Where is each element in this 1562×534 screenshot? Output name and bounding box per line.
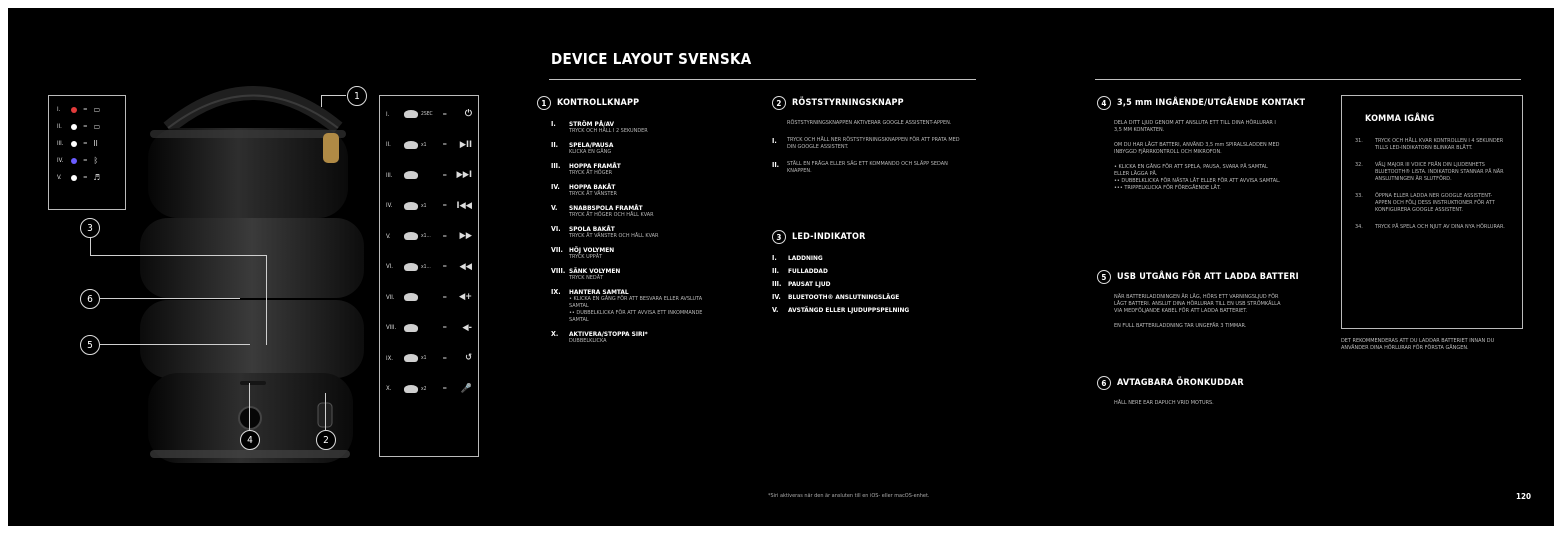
- control-row: [380, 221, 478, 252]
- voice-button-section: [772, 96, 972, 185]
- legend-symbol-icon: ▭: [93, 105, 101, 114]
- section-number: 1: [537, 96, 551, 110]
- step-number: 34.: [1355, 224, 1363, 230]
- section-paragraph: NÄR BATTERILADDNINGEN ÄR LÅG, HÖRS ETT VARNINGSLJUD FÖR LÅGT BATTERI. ANSLUT DINA HÖRLURAR TILL EN USB STRÖMKÄLLA VIA MEDFÖLJANDE KABEL FÖR ATT LADDA BATTERIET.: [1114, 294, 1281, 314]
- item-body: [569, 225, 717, 240]
- callout-line-3v: [266, 255, 267, 345]
- item-number: VI.: [551, 225, 561, 233]
- item-number: IV.: [772, 293, 781, 301]
- control-row: [380, 343, 478, 374]
- control-action: x1: [421, 141, 427, 148]
- knob-glyph-icon: [404, 232, 418, 240]
- control-result-icon: ↺: [465, 353, 472, 364]
- knob-icon: [404, 324, 442, 332]
- title-rule: [549, 79, 976, 80]
- control-number: X.: [386, 385, 392, 393]
- control-result-icon: ▶II: [459, 139, 472, 150]
- item-body: [569, 246, 717, 261]
- section-heading: RÖSTSTYRNINGSKNAPP: [792, 98, 904, 108]
- led-item: [772, 267, 972, 275]
- section-paragraph: DELA DITT LJUD GENOM ATT ANSLUTA ETT TILL DINA HÖRLURAR I 3,5 MM KONTAKTEN.: [1114, 120, 1276, 133]
- legend-row: [57, 169, 121, 186]
- item-description: KLICKA EN GÅNG: [569, 149, 612, 155]
- legend-equals: =: [83, 140, 88, 147]
- knob-icon: [404, 202, 442, 210]
- section-heading: AVTAGBARA ÖRONKUDDAR: [1117, 378, 1244, 388]
- callout-line-3h: [90, 255, 266, 256]
- item-number: III.: [772, 280, 782, 288]
- item-number: IX.: [551, 288, 561, 296]
- legend-number: V.: [57, 174, 62, 181]
- led-item: [772, 254, 972, 262]
- led-dot: [71, 175, 77, 181]
- item-number: I.: [551, 120, 556, 128]
- control-row: [380, 374, 478, 405]
- knob-glyph-icon: [404, 324, 418, 332]
- item-description: TRYCK ÅT HÖGER: [569, 170, 613, 176]
- section-heading: 3,5 mm INGÅENDE/UTGÅENDE KONTAKT: [1117, 98, 1306, 108]
- led-dot: [71, 124, 77, 130]
- step-item: [1355, 138, 1513, 152]
- device-diagram: [8, 8, 528, 526]
- item-description: STÄLL EN FRÅGA ELLER SÄG ETT KOMMANDO OCH SLÄPP SEDAN KNAPPEN.: [787, 161, 948, 174]
- control-item: [551, 204, 717, 219]
- section-heading: LED-INDIKATOR: [792, 232, 866, 242]
- callout-line-6: [100, 298, 240, 299]
- step-item: [1355, 224, 1513, 231]
- control-number: I.: [386, 110, 390, 118]
- item-body: [569, 204, 717, 219]
- getting-started-heading: KOMMA IGÅNG: [1365, 114, 1435, 124]
- legend-symbol-icon: ᛒ: [93, 156, 99, 165]
- legend-equals: =: [83, 174, 88, 181]
- section-number: 4: [1097, 96, 1111, 110]
- callout-4: 4: [240, 430, 260, 450]
- item-body: [569, 120, 717, 135]
- control-item: [551, 183, 717, 198]
- item-number: X.: [551, 330, 559, 338]
- knob-glyph-icon: [404, 354, 418, 362]
- control-equals: =: [442, 141, 447, 149]
- knob-icon: [404, 293, 442, 301]
- control-row: [380, 191, 478, 222]
- control-row: [380, 313, 478, 344]
- callout-1: 1: [347, 86, 367, 106]
- control-equals: =: [442, 202, 447, 210]
- knob-icon: [404, 385, 442, 393]
- control-action: x1: [421, 355, 427, 362]
- section-heading: USB UTGÅNG FÖR ATT LADDA BATTERI: [1117, 272, 1299, 282]
- item-title: SPELA/PAUSA: [569, 141, 614, 149]
- control-equals: =: [442, 385, 447, 393]
- legend-symbol-icon: II: [93, 139, 98, 148]
- section-number: 6: [1097, 376, 1111, 390]
- control-row: [380, 99, 478, 130]
- item-title: LADDNING: [788, 254, 823, 262]
- step-item: [1355, 162, 1513, 183]
- item-body: [569, 141, 717, 156]
- knob-icon: [404, 232, 442, 240]
- callout-line-1: [321, 95, 322, 107]
- knob-glyph-icon: [404, 293, 418, 301]
- callout-line-1h: [321, 95, 346, 96]
- item-number: V.: [551, 204, 558, 212]
- section-heading: KONTROLLKNAPP: [557, 98, 640, 108]
- item-title: AKTIVERA/STOPPA SIRI*: [569, 330, 648, 338]
- legend-row: [57, 118, 121, 135]
- voice-item: [772, 137, 972, 151]
- item-title: HÖJ VOLYMEN: [569, 246, 615, 254]
- item-title: FULLADDAD: [788, 267, 828, 275]
- item-title: SÄNK VOLYMEN: [569, 267, 621, 275]
- control-number: VIII.: [386, 324, 397, 332]
- voice-intro: RÖSTSTYRNINGSKNAPPEN AKTIVERAR GOOGLE ASSISTENT-APPEN.: [787, 120, 952, 126]
- item-number: III.: [551, 162, 561, 170]
- control-row: [380, 130, 478, 161]
- step-description: TRYCK PÅ SPELA OCH NJUT AV DINA NYA HÖRLURAR.: [1375, 224, 1505, 230]
- legend-row: [57, 152, 121, 169]
- section-paragraph: EN FULL BATTERILADDNING TAR UNGEFÄR 3 TIMMAR.: [1114, 323, 1247, 329]
- item-title: SNABBSPOLA FRAMÅT: [569, 204, 643, 212]
- control-equals: =: [442, 293, 447, 301]
- step-number: 31.: [1355, 138, 1363, 144]
- item-description: TRYCK ÅT VÄNSTER: [569, 191, 617, 197]
- item-description: TRYCK OCH HÅLL I 2 SEKUNDER: [569, 128, 648, 134]
- page-number: 120: [1516, 492, 1532, 501]
- headphone-illustration: [128, 68, 378, 488]
- charge-note: DET REKOMMENDERAS ATT DU LADDAR BATTERIET INNAN DU ANVÄNDER DINA HÖRLURAR FÖR FÖRSTA GÅNGEN.: [1341, 338, 1495, 351]
- item-description: TRYCK OCH HÅLL NER RÖSTSTYRNINGSKNAPPEN FÖR ATT PRATA MED DIN GOOGLE ASSISTENT.: [787, 137, 960, 150]
- item-number: II.: [772, 267, 780, 275]
- item-title: BLUETOOTH® ANSLUTNINGSLÄGE: [788, 293, 900, 301]
- item-number: V.: [772, 306, 779, 314]
- led-legend: [48, 95, 126, 210]
- knob-glyph-icon: [404, 385, 418, 393]
- control-result-icon: ▶▶: [459, 231, 472, 242]
- item-description: TRYCK ÅT VÄNSTER OCH HÅLL KVAR: [569, 233, 659, 239]
- control-number: IX.: [386, 354, 394, 362]
- page-title: DEVICE LAYOUT SVENSKA: [551, 50, 752, 68]
- title-rule-right: [1095, 79, 1521, 80]
- item-description: TRYCK UPPÅT: [569, 254, 603, 260]
- control-item: [551, 330, 717, 345]
- led-indicator-section: [772, 230, 972, 319]
- led-dot: [71, 107, 77, 113]
- item-title: STRÖM PÅ/AV: [569, 120, 615, 128]
- section-paragraph: HÅLL NERE EAR DAPUCH VRID MOTURS.: [1114, 400, 1214, 406]
- control-button-section: [537, 96, 717, 351]
- control-row: [380, 160, 478, 191]
- control-action: x1: [421, 202, 427, 209]
- led-item: [772, 293, 972, 301]
- item-body: [569, 330, 717, 345]
- voice-item: [772, 161, 972, 175]
- led-item: [772, 280, 972, 288]
- item-body: [569, 162, 717, 177]
- item-body: [569, 288, 717, 324]
- control-item: [551, 162, 717, 177]
- step-description: TRYCK OCH HÅLL KVAR KONTROLLEN I 4 SEKUNDER TILLS LED-INDIKATORN BLINKAR BLÅTT.: [1375, 138, 1504, 151]
- control-row: [380, 282, 478, 313]
- control-action: x1...: [421, 233, 431, 240]
- item-body: [569, 267, 717, 282]
- control-result-icon: 🎤: [460, 383, 472, 394]
- knob-icon: [404, 354, 442, 362]
- knob-icon: [404, 263, 442, 271]
- step-description: VÄLJ MAJOR III VOICE FRÅN DIN LJUDENHETS BLUETOOTH® LISTA. INDIKATORN STANNAR PÅ NÄR ANSLUTNINGEN ÄR SLUTFÖRD.: [1375, 162, 1504, 182]
- item-number: I.: [772, 137, 777, 145]
- item-title: PAUSAT LJUD: [788, 280, 831, 288]
- knob-glyph-icon: [404, 171, 418, 179]
- callout-line-4: [249, 383, 250, 430]
- item-number: I.: [772, 254, 777, 262]
- knob-icon: [404, 110, 442, 118]
- control-result-icon: ◀◀: [459, 261, 472, 272]
- item-description: • KLICKA EN GÅNG FÖR ATT BESVARA ELLER AVSLUTA SAMTAL •• DUBBELKLICKA FÖR ATT AVVISA ETT INKOMMANDE SAMTAL: [569, 296, 703, 323]
- item-title: HANTERA SAMTAL: [569, 288, 629, 296]
- control-item: [551, 288, 717, 324]
- section-number: 5: [1097, 270, 1111, 284]
- control-action: x1...: [421, 263, 431, 270]
- legend-row: [57, 135, 121, 152]
- section-number: 2: [772, 96, 786, 110]
- legend-number: IV.: [57, 157, 64, 164]
- led-dot: [71, 158, 77, 164]
- step-description: ÖPPNA ELLER LADDA NER GOOGLE ASSISTENT-APPEN OCH FÖLJ DESS INSTRUKTIONER FÖR ATT KONFIGURERA GOOGLE ASSISTENT.: [1375, 193, 1495, 213]
- control-item: [551, 120, 717, 135]
- control-result-icon: I◀◀: [456, 200, 472, 211]
- item-description: TRYCK NEDÅT: [569, 275, 604, 281]
- control-equals: =: [442, 110, 447, 118]
- item-number: II.: [551, 141, 559, 149]
- led-dot: [71, 141, 77, 147]
- control-guide: [379, 95, 479, 457]
- section-paragraph: • KLICKA EN GÅNG FÖR ATT SPELA, PAUSA, SVARA PÅ SAMTAL ELLER LÄGGA PÅ. •• DUBBELKLICKA FÖR NÄSTA LÅT ELLER FÖR ATT AVVISA SAMTAL. ••• TRIPPELKLICKA FÖR FÖREGÅENDE LÅT.: [1114, 164, 1281, 191]
- legend-equals: =: [83, 123, 88, 130]
- control-equals: =: [442, 263, 447, 271]
- item-title: SPOLA BAKÅT: [569, 225, 615, 233]
- control-equals: =: [442, 354, 447, 362]
- item-description: DUBBELKLICKA: [569, 338, 607, 344]
- callout-line-5: [100, 344, 250, 345]
- section-paragraph: OM DU HAR LÅGT BATTERI, ANVÄND 3,5 mm SPIRALSLADDEN MED INBYGGD FJÄRRKONTROLL OCH MIKROFON.: [1114, 142, 1280, 155]
- control-item: [551, 225, 717, 240]
- callout-3: 3: [80, 218, 100, 238]
- item-number: VII.: [551, 246, 563, 254]
- callout-6: 6: [80, 289, 100, 309]
- legend-equals: =: [83, 157, 88, 164]
- control-number: II.: [386, 141, 391, 149]
- item-description: TRYCK ÅT HÖGER OCH HÅLL KVAR: [569, 212, 654, 218]
- getting-started-box: [1341, 95, 1523, 329]
- legend-equals: =: [83, 106, 88, 113]
- step-item: [1355, 193, 1513, 214]
- callout-5: 5: [80, 335, 100, 355]
- control-number: IV.: [386, 202, 393, 210]
- footnote: *Siri aktiveras när den är ansluten till en iOS- eller macOS-enhet.: [768, 493, 930, 499]
- callout-line-3: [90, 236, 91, 256]
- step-number: 33.: [1355, 193, 1363, 199]
- item-number: VIII.: [551, 267, 566, 275]
- item-title: HOPPA BAKÅT: [569, 183, 616, 191]
- control-row: [380, 252, 478, 283]
- led-item: [772, 306, 972, 314]
- knob-icon: [404, 141, 442, 149]
- legend-number: III.: [57, 140, 64, 147]
- control-result-icon: ◀+: [458, 292, 472, 303]
- callout-line-2: [325, 393, 326, 430]
- section-number: 3: [772, 230, 786, 244]
- usb-section: [1097, 270, 1317, 338]
- control-item: [551, 246, 717, 261]
- item-number: IV.: [551, 183, 560, 191]
- control-number: III.: [386, 171, 393, 179]
- step-number: 32.: [1355, 162, 1363, 168]
- item-number: II.: [772, 161, 780, 169]
- control-result-icon: ⏻: [464, 109, 472, 120]
- knob-glyph-icon: [404, 202, 418, 210]
- jack-section: [1097, 96, 1317, 200]
- item-title: AVSTÄNGD ELLER LJUDUPPSPELNING: [788, 306, 910, 314]
- control-number: VII.: [386, 293, 395, 301]
- control-item: [551, 267, 717, 282]
- control-action: 2SEC: [421, 111, 433, 118]
- control-equals: =: [442, 324, 447, 332]
- control-item: [551, 141, 717, 156]
- legend-symbol-icon: ▭: [93, 122, 101, 131]
- item-body: [569, 183, 717, 198]
- legend-number: II.: [57, 123, 62, 130]
- item-title: HOPPA FRAMÅT: [569, 162, 621, 170]
- control-number: V.: [386, 232, 391, 240]
- callout-2: 2: [316, 430, 336, 450]
- legend-symbol-icon: ♬: [93, 173, 100, 182]
- control-result-icon: ▶▶I: [456, 170, 472, 181]
- knob-glyph-icon: [404, 263, 418, 271]
- control-number: VI.: [386, 263, 393, 271]
- knob-icon: [404, 171, 442, 179]
- control-equals: =: [442, 232, 447, 240]
- legend-number: I.: [57, 106, 61, 113]
- knob-glyph-icon: [404, 110, 418, 118]
- control-result-icon: ◀-: [462, 322, 472, 333]
- manual-page: [8, 8, 1554, 526]
- control-equals: =: [442, 171, 447, 179]
- knob-glyph-icon: [404, 141, 418, 149]
- ear-pads-section: [1097, 376, 1317, 415]
- control-action: x2: [421, 385, 427, 392]
- legend-row: [57, 101, 121, 118]
